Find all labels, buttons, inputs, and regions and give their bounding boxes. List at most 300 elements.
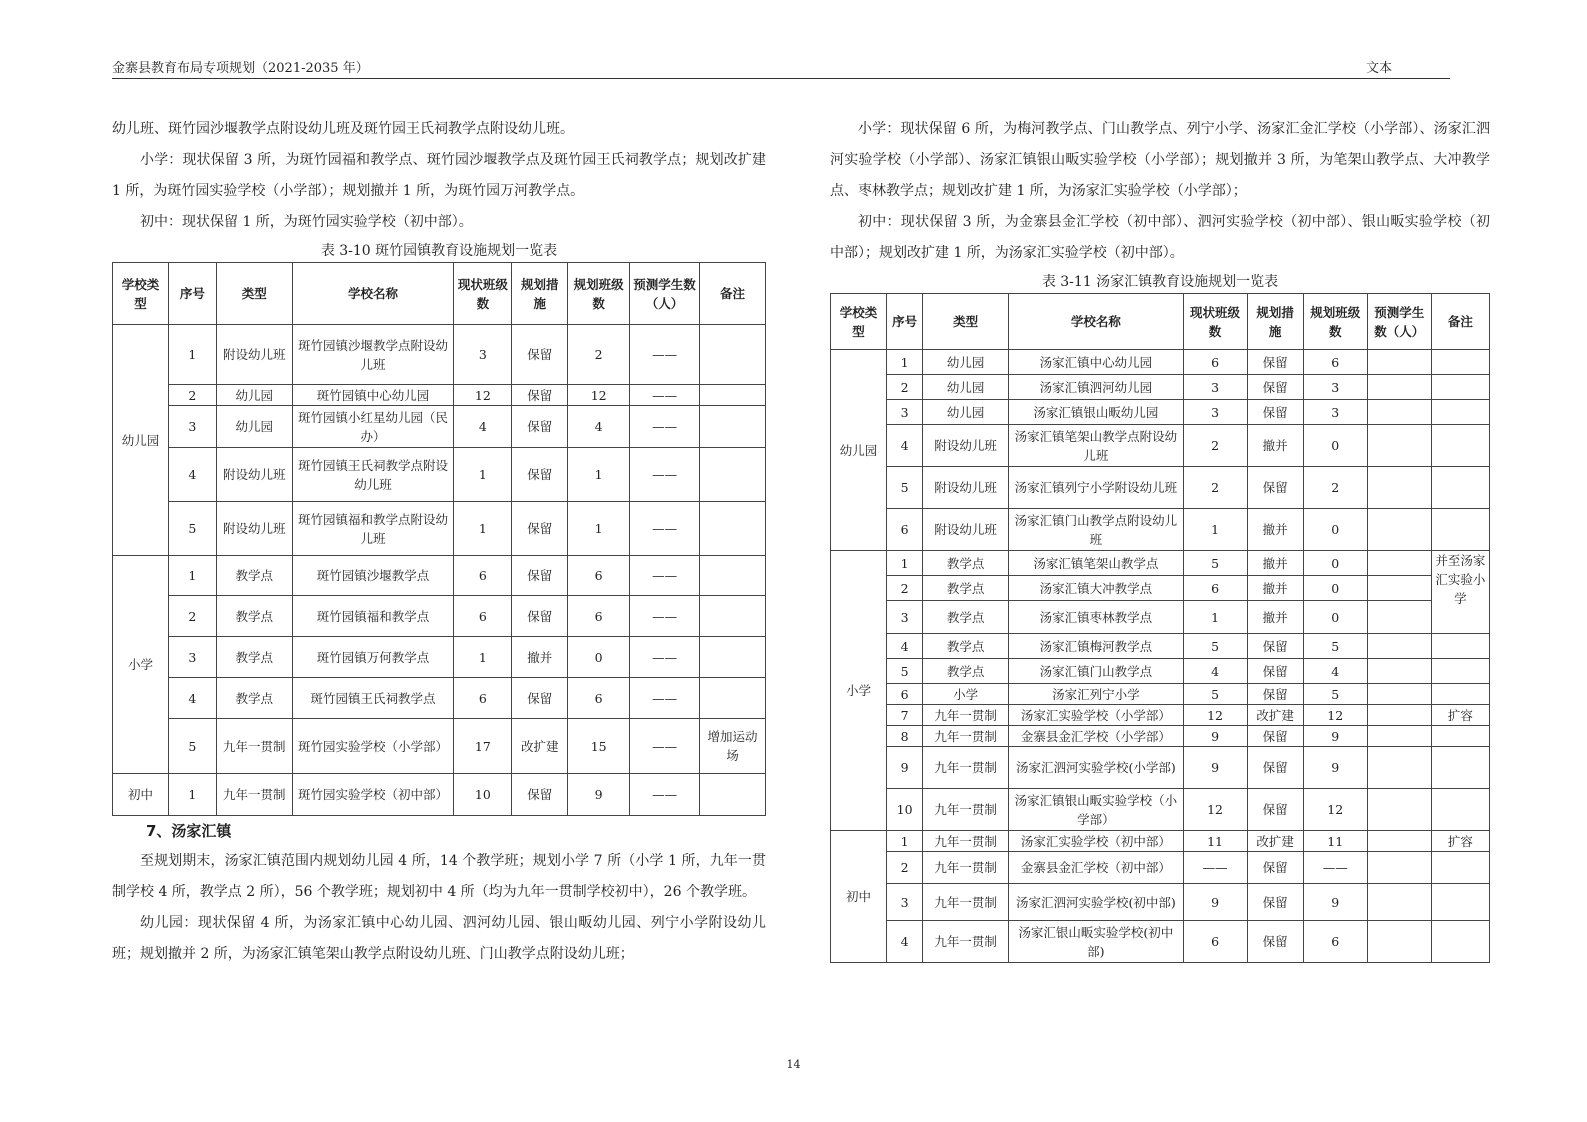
table-cell: —— <box>630 406 700 448</box>
table-cell: 撤并 <box>1247 551 1303 576</box>
column-header: 类型 <box>923 294 1009 350</box>
paragraph: 幼儿园：现状保留 4 所，为汤家汇镇中心幼儿园、泗河幼儿园、银山畈幼儿园、列宁小学附设幼儿班；规划撤并 2 所，为汤家汇镇笔架山教学点附设幼儿班、门山教学点附设幼儿班； <box>112 915 766 962</box>
table-cell <box>1367 425 1431 467</box>
table-cell <box>1367 509 1431 551</box>
table-row <box>113 774 766 816</box>
table-cell <box>1367 400 1431 425</box>
table-cell: 保留 <box>512 502 568 556</box>
table-row <box>831 467 1490 509</box>
table-cell: 金寨县金汇学校（小学部） <box>1009 726 1183 747</box>
table-cell: 保留 <box>1247 852 1303 884</box>
column-header: 规划班级数 <box>1303 294 1367 350</box>
table-cell: —— <box>630 678 700 719</box>
table-cell: 保留 <box>1247 789 1303 831</box>
table-cell <box>1367 726 1431 747</box>
table-cell: —— <box>1303 852 1367 884</box>
table-cell: 12 <box>1303 705 1367 726</box>
table-cell <box>1431 747 1489 789</box>
table-cell: 5 <box>887 659 923 684</box>
table-3-10-title: 表 3-10 斑竹园镇教育设施规划一览表 <box>320 243 558 259</box>
table-cell: 6 <box>454 678 512 719</box>
table-cell <box>1431 852 1489 884</box>
table-row <box>113 502 766 556</box>
table-cell <box>1367 789 1431 831</box>
table-cell: 5 <box>1183 551 1247 576</box>
table-row <box>831 601 1490 634</box>
table-cell: 1 <box>168 556 216 596</box>
table-cell: 教学点 <box>216 637 292 678</box>
table-cell: 12 <box>1183 705 1247 726</box>
table-cell: 九年一贯制 <box>923 852 1009 884</box>
table-cell: 6 <box>1183 350 1247 375</box>
table-cell: 汤家汇泗河实验学校(小学部) <box>1009 747 1183 789</box>
table-cell: 改扩建 <box>1247 705 1303 726</box>
table-cell: 5 <box>1183 684 1247 705</box>
table-cell: 斑竹园镇王氏祠教学点附设幼儿班 <box>292 448 454 502</box>
table-cell: 保留 <box>1247 659 1303 684</box>
table-cell: 4 <box>168 448 216 502</box>
table-cell: 斑竹园镇沙堰教学点 <box>292 556 454 596</box>
table-cell: 九年一贯制 <box>923 747 1009 789</box>
table-row <box>831 551 1490 576</box>
table-cell: 教学点 <box>923 659 1009 684</box>
table-cell: 3 <box>1183 375 1247 400</box>
table-cell: 2 <box>168 385 216 406</box>
table-cell: 0 <box>1303 509 1367 551</box>
table-cell: 汤家汇镇大冲教学点 <box>1009 576 1183 601</box>
table-cell: 2 <box>1183 467 1247 509</box>
table-cell <box>1367 467 1431 509</box>
table-cell: 汤家汇镇泗河幼儿园 <box>1009 375 1183 400</box>
table-row <box>831 747 1490 789</box>
column-header: 备注 <box>1431 294 1489 350</box>
table-cell: 幼儿园 <box>216 406 292 448</box>
table-cell: 4 <box>1183 659 1247 684</box>
table-cell: 斑竹园实验学校（小学部） <box>292 719 454 774</box>
table-cell: 汤家汇镇列宁小学附设幼儿班 <box>1009 467 1183 509</box>
table-cell: 4 <box>568 406 630 448</box>
table-cell: 九年一贯制 <box>923 726 1009 747</box>
table-cell: 4 <box>168 678 216 719</box>
table-cell: 保留 <box>1247 684 1303 705</box>
table-cell: 九年一贯制 <box>923 705 1009 726</box>
table-cell: 教学点 <box>923 551 1009 576</box>
table-cell: 6 <box>568 556 630 596</box>
table-cell: 3 <box>1303 375 1367 400</box>
table-cell: 汤家汇实验学校（初中部） <box>1009 831 1183 852</box>
table-3-11-title: 表 3-11 汤家汇镇教育设施规划一览表 <box>1041 274 1279 290</box>
table-cell: 11 <box>1183 831 1247 852</box>
table-cell: 撤并 <box>1247 425 1303 467</box>
table-cell: 幼儿园 <box>923 350 1009 375</box>
table-cell: 9 <box>1183 884 1247 921</box>
table-row <box>831 576 1490 601</box>
table-cell: 增加运动场 <box>700 719 766 774</box>
table-cell: 3 <box>887 884 923 921</box>
table-cell: 1 <box>454 502 512 556</box>
table-cell: 撤并 <box>1247 509 1303 551</box>
table-cell: 九年一贯制 <box>216 774 292 816</box>
table-cell <box>1367 921 1431 963</box>
column-header: 预测学生数（人） <box>630 263 700 325</box>
table-cell <box>1367 747 1431 789</box>
column-header: 备注 <box>700 263 766 325</box>
table-cell <box>1431 350 1489 375</box>
table-cell <box>1367 375 1431 400</box>
table-cell: 小学 <box>923 684 1009 705</box>
table-cell: 10 <box>887 789 923 831</box>
left-paragraphs-2 <box>112 846 766 970</box>
table-cell: 6 <box>1303 350 1367 375</box>
table-cell: 4 <box>1303 659 1367 684</box>
table-cell: 保留 <box>512 596 568 637</box>
table-cell: 汤家汇镇银山畈幼儿园 <box>1009 400 1183 425</box>
section-title: 7、汤家汇镇 <box>146 822 232 840</box>
table-cell: 汤家汇泗河实验学校(初中部) <box>1009 884 1183 921</box>
table-cell: 5 <box>1303 634 1367 659</box>
table-cell: 1 <box>568 448 630 502</box>
table-cell: 教学点 <box>216 596 292 637</box>
table-cell: 斑竹园镇小红星幼儿园（民办） <box>292 406 454 448</box>
table-row <box>831 659 1490 684</box>
table-cell: —— <box>630 596 700 637</box>
table-row <box>113 596 766 637</box>
table-header-row <box>831 294 1490 350</box>
table-cell: 4 <box>887 634 923 659</box>
table-cell <box>700 596 766 637</box>
table-cell: 3 <box>1303 400 1367 425</box>
table-cell <box>1367 884 1431 921</box>
table-cell: 并至汤家汇实验小学 <box>1431 551 1489 634</box>
table-cell: 6 <box>454 556 512 596</box>
table-cell: —— <box>630 502 700 556</box>
table-cell: 汤家汇实验学校（小学部） <box>1009 705 1183 726</box>
table-cell: 0 <box>1303 601 1367 634</box>
table-cell <box>1431 684 1489 705</box>
table-cell: 1 <box>887 551 923 576</box>
table-row <box>831 634 1490 659</box>
table-cell: 保留 <box>512 678 568 719</box>
table-cell <box>1367 705 1431 726</box>
school-type-cell: 初中 <box>831 831 887 963</box>
table-cell: 1 <box>887 350 923 375</box>
table-cell: 0 <box>568 637 630 678</box>
table-cell: 改扩建 <box>512 719 568 774</box>
table-cell: 保留 <box>1247 634 1303 659</box>
table-cell: 6 <box>568 596 630 637</box>
table-cell: 5 <box>1183 634 1247 659</box>
table-cell: 2 <box>887 576 923 601</box>
table-cell: 2 <box>1303 467 1367 509</box>
table-cell: 教学点 <box>216 678 292 719</box>
table-cell: 7 <box>887 705 923 726</box>
table-cell: 3 <box>887 400 923 425</box>
table-cell: —— <box>630 385 700 406</box>
table-row <box>831 350 1490 375</box>
column-header: 规划措施 <box>1247 294 1303 350</box>
table-cell: 2 <box>887 852 923 884</box>
table-cell: 九年一贯制 <box>923 831 1009 852</box>
table-cell: 汤家汇镇门山教学点 <box>1009 659 1183 684</box>
table-row <box>831 425 1490 467</box>
table-cell: 2 <box>168 596 216 637</box>
table-row <box>831 789 1490 831</box>
table-cell: 撤并 <box>1247 601 1303 634</box>
table-cell: 6 <box>454 596 512 637</box>
table-cell: 5 <box>168 502 216 556</box>
school-type-cell: 初中 <box>113 774 169 816</box>
school-type-cell: 幼儿园 <box>831 350 887 551</box>
table-cell: 9 <box>1183 747 1247 789</box>
table-cell: 15 <box>568 719 630 774</box>
table-cell <box>1367 852 1431 884</box>
table-cell: 汤家汇镇笔架山教学点附设幼儿班 <box>1009 425 1183 467</box>
column-header: 序号 <box>887 294 923 350</box>
school-type-cell: 小学 <box>831 551 887 831</box>
table-cell: 1 <box>1183 601 1247 634</box>
table-cell: 教学点 <box>923 576 1009 601</box>
table-cell: —— <box>630 325 700 385</box>
table-cell <box>1367 684 1431 705</box>
table-row <box>831 852 1490 884</box>
table-cell: 5 <box>887 467 923 509</box>
table-cell: 9 <box>1303 726 1367 747</box>
school-type-cell: 幼儿园 <box>113 325 169 556</box>
table-cell: 保留 <box>512 325 568 385</box>
table-cell: 9 <box>1183 726 1247 747</box>
table-row <box>831 509 1490 551</box>
table-cell: 汤家汇镇枣林教学点 <box>1009 601 1183 634</box>
table-cell: 12 <box>568 385 630 406</box>
table-cell: 附设幼儿班 <box>923 509 1009 551</box>
column-header: 学校名称 <box>292 263 454 325</box>
header-title: 金寨县教育布局专项规划（2021-2035 年） <box>112 61 369 76</box>
table-row <box>831 831 1490 852</box>
table-cell <box>700 385 766 406</box>
right-column <box>830 114 1490 963</box>
table-row <box>113 556 766 596</box>
table-cell: 斑竹园镇福和教学点附设幼儿班 <box>292 502 454 556</box>
table-row <box>113 448 766 502</box>
table-cell: 保留 <box>1247 467 1303 509</box>
paragraph: 初中：现状保留 1 所，为斑竹园实验学校（初中部）。 <box>140 214 473 230</box>
table-cell: 1 <box>168 774 216 816</box>
table-cell: 保留 <box>512 556 568 596</box>
table-cell: 教学点 <box>923 634 1009 659</box>
table-cell: 九年一贯制 <box>216 719 292 774</box>
table-cell <box>1431 726 1489 747</box>
table-cell: 保留 <box>1247 375 1303 400</box>
table-cell: 0 <box>1303 576 1367 601</box>
table-cell: 汤家汇镇中心幼儿园 <box>1009 350 1183 375</box>
table-cell: 保留 <box>1247 400 1303 425</box>
left-column <box>112 114 766 970</box>
table-cell: 保留 <box>1247 884 1303 921</box>
table-cell: 斑竹园镇王氏祠教学点 <box>292 678 454 719</box>
table-cell: 6 <box>887 684 923 705</box>
table-cell <box>1367 831 1431 852</box>
table-cell: 改扩建 <box>1247 831 1303 852</box>
table-cell <box>700 406 766 448</box>
table-cell <box>700 678 766 719</box>
table-cell: 6 <box>1183 921 1247 963</box>
table-cell: 9 <box>1303 747 1367 789</box>
column-header: 序号 <box>168 263 216 325</box>
table-cell: 10 <box>454 774 512 816</box>
table-cell: 3 <box>887 601 923 634</box>
table-row <box>831 400 1490 425</box>
table-cell: 扩容 <box>1431 705 1489 726</box>
table-cell <box>1367 601 1431 634</box>
table-cell: 2 <box>1183 425 1247 467</box>
table-cell <box>700 325 766 385</box>
table-cell <box>1431 659 1489 684</box>
table-cell: 3 <box>168 637 216 678</box>
table-cell: 1 <box>168 325 216 385</box>
table-cell <box>1431 400 1489 425</box>
table-cell: 6 <box>568 678 630 719</box>
table-cell: 汤家汇列宁小学 <box>1009 684 1183 705</box>
table-cell <box>1431 375 1489 400</box>
table-cell: 保留 <box>512 774 568 816</box>
table-cell: 教学点 <box>923 601 1009 634</box>
paragraph: 幼儿班、斑竹园沙堰教学点附设幼儿班及斑竹园王氏祠教学点附设幼儿班。 <box>112 121 574 137</box>
column-header: 规划班级数 <box>568 263 630 325</box>
table-cell: 斑竹园镇中心幼儿园 <box>292 385 454 406</box>
table-cell: 保留 <box>512 406 568 448</box>
table-cell: 斑竹园镇万何教学点 <box>292 637 454 678</box>
right-paragraphs <box>830 114 1490 269</box>
table-cell: 4 <box>887 425 923 467</box>
table-row <box>831 884 1490 921</box>
table-cell: 保留 <box>1247 350 1303 375</box>
header-section: 文本 <box>1365 61 1392 76</box>
column-header: 学校类型 <box>831 294 887 350</box>
table-cell: 保留 <box>512 448 568 502</box>
column-header: 学校类型 <box>113 263 169 325</box>
table-cell: 1 <box>454 448 512 502</box>
school-type-cell: 小学 <box>113 556 169 774</box>
table-cell: —— <box>630 774 700 816</box>
table-cell: 2 <box>887 375 923 400</box>
table-cell: 1 <box>1183 509 1247 551</box>
table-cell <box>1367 551 1431 576</box>
table-cell: 保留 <box>1247 726 1303 747</box>
table-cell: 汤家汇银山畈实验学校(初中部) <box>1009 921 1183 963</box>
table-cell: 5 <box>1303 684 1367 705</box>
column-header: 学校名称 <box>1009 294 1183 350</box>
table-row <box>113 385 766 406</box>
table-cell: 6 <box>1183 576 1247 601</box>
table-row <box>113 637 766 678</box>
table-cell: 汤家汇镇笔架山教学点 <box>1009 551 1183 576</box>
column-header: 现状班级数 <box>454 263 512 325</box>
table-cell <box>1431 921 1489 963</box>
table-3-10 <box>112 262 766 816</box>
table-cell <box>700 637 766 678</box>
table-cell <box>700 448 766 502</box>
table-cell: 幼儿园 <box>923 400 1009 425</box>
table-cell: 12 <box>1183 789 1247 831</box>
paragraph: 初中：现状保留 3 所，为金寨县金汇学校（初中部）、泗河实验学校（初中部）、银山畈实验学校（初中部）；规划改扩建 1 所，为汤家汇实验学校（初中部）。 <box>830 214 1490 261</box>
table-row <box>831 726 1490 747</box>
table-cell: 1 <box>454 637 512 678</box>
table-cell: 12 <box>1303 789 1367 831</box>
table-cell: —— <box>1183 852 1247 884</box>
table-cell: 17 <box>454 719 512 774</box>
table-cell: 5 <box>168 719 216 774</box>
table-cell <box>1431 425 1489 467</box>
table-cell <box>1431 509 1489 551</box>
table-cell: 附设幼儿班 <box>216 502 292 556</box>
table-cell: 金寨县金汇学校（初中部） <box>1009 852 1183 884</box>
table-cell: 汤家汇镇梅河教学点 <box>1009 634 1183 659</box>
table-cell: 斑竹园实验学校（初中部） <box>292 774 454 816</box>
table-row <box>831 684 1490 705</box>
table-cell: 0 <box>1303 425 1367 467</box>
table-cell <box>1367 350 1431 375</box>
table-cell: 11 <box>1303 831 1367 852</box>
table-cell: 斑竹园镇福和教学点 <box>292 596 454 637</box>
table-cell: 9 <box>887 747 923 789</box>
table-cell: 教学点 <box>216 556 292 596</box>
table-cell <box>700 774 766 816</box>
column-header: 类型 <box>216 263 292 325</box>
table-cell: 6 <box>887 509 923 551</box>
left-paragraphs <box>112 114 766 238</box>
table-cell: 撤并 <box>512 637 568 678</box>
table-cell: 扩容 <box>1431 831 1489 852</box>
column-header: 现状班级数 <box>1183 294 1247 350</box>
table-row <box>831 705 1490 726</box>
table-cell: 8 <box>887 726 923 747</box>
table-cell <box>1367 659 1431 684</box>
table-row <box>831 921 1490 963</box>
table-cell: —— <box>630 719 700 774</box>
paragraph: 小学：现状保留 3 所，为斑竹园福和教学点、斑竹园沙堰教学点及斑竹园王氏祠教学点；规划改扩建 1 所，为斑竹园实验学校（小学部）；规划撤并 1 所，为斑竹园万河教学点。 <box>112 152 766 199</box>
table-cell: 6 <box>1303 921 1367 963</box>
table-cell: 4 <box>454 406 512 448</box>
table-cell: 汤家汇镇门山教学点附设幼儿班 <box>1009 509 1183 551</box>
table-cell: 九年一贯制 <box>923 921 1009 963</box>
table-cell: 幼儿园 <box>216 385 292 406</box>
table-cell: 保留 <box>1247 747 1303 789</box>
table-cell <box>700 556 766 596</box>
paragraph: 至规划期末，汤家汇镇范围内规划幼儿园 4 所，14 个教学班；规划小学 7 所（小学 1 所，九年一贯制学校 4 所，教学点 2 所），56 个教学班；规划初中 4 所（均为九年一贯制学校初中），26 个教学班。 <box>112 853 766 900</box>
table-cell <box>1431 634 1489 659</box>
paragraph: 小学：现状保留 6 所，为梅河教学点、门山教学点、列宁小学、汤家汇金汇学校（小学部）、汤家汇泗河实验学校（小学部）、汤家汇镇银山畈实验学校（小学部）；规划撤并 3 所，为笔架山教学点、大冲教学点、枣林教学点；规划改扩建 1 所，为汤家汇实验学校（小学部）； <box>830 121 1490 199</box>
table-cell: 12 <box>454 385 512 406</box>
table-cell: 附设幼儿班 <box>923 467 1009 509</box>
table-row <box>113 325 766 385</box>
table-cell: 1 <box>568 502 630 556</box>
table-cell: 幼儿园 <box>923 375 1009 400</box>
table-cell: 撤并 <box>1247 576 1303 601</box>
table-cell: 9 <box>568 774 630 816</box>
table-cell <box>1431 789 1489 831</box>
table-cell: 附设幼儿班 <box>923 425 1009 467</box>
table-cell: 保留 <box>512 385 568 406</box>
table-cell: 九年一贯制 <box>923 789 1009 831</box>
table-cell: 3 <box>168 406 216 448</box>
table-cell: 9 <box>1303 884 1367 921</box>
table-row <box>113 719 766 774</box>
table-cell <box>1431 884 1489 921</box>
column-header: 规划措施 <box>512 263 568 325</box>
table-cell: —— <box>630 448 700 502</box>
table-cell: 2 <box>568 325 630 385</box>
table-cell <box>1431 467 1489 509</box>
